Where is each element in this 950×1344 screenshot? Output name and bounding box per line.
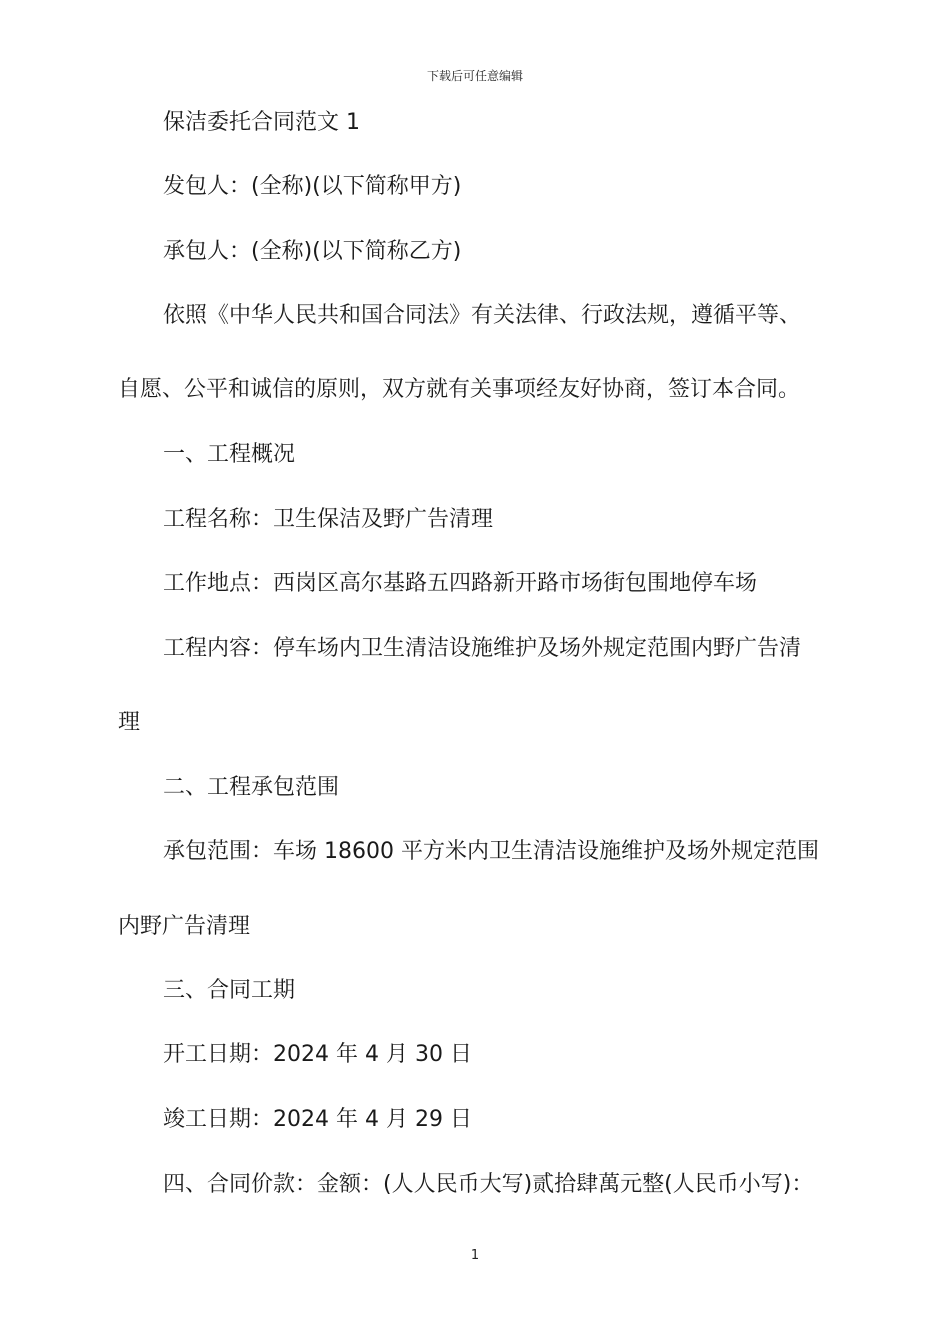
page-number: 1 — [470, 1248, 480, 1263]
scope-line-2: 内野广告清理 — [118, 914, 251, 939]
project-content-line-1: 工程内容：停车场内卫生清洁设施维护及场外规定范围内野广告清 — [163, 636, 802, 661]
document-title: 保洁委托合同范文 1 — [163, 110, 360, 135]
party-b-line: 承包人：(全称)(以下简称乙方) — [163, 239, 462, 264]
preamble-line-2: 自愿、公平和诚信的原则，双方就有关事项经友好协商，签订本合同。 — [118, 377, 801, 402]
section-4-price-line: 四、合同价款：金额：(人人民币大写)贰拾肆萬元整(人民币小写)： — [163, 1172, 814, 1197]
start-date-line: 开工日期：2024 年 4 月 30 日 — [163, 1042, 472, 1067]
download-note: 下载后可任意编辑 — [426, 69, 523, 83]
section-2-heading: 二、工程承包范围 — [163, 775, 340, 800]
section-3-heading: 三、合同工期 — [163, 978, 296, 1003]
section-1-heading: 一、工程概况 — [163, 442, 296, 467]
project-name-line: 工程名称：卫生保洁及野广告清理 — [163, 507, 494, 532]
project-content-line-2: 理 — [118, 710, 141, 735]
preamble-line-1: 依照《中华人民共和国合同法》有关法律、行政法规，遵循平等、 — [163, 303, 802, 328]
scope-line-1: 承包范围：车场 18600 平方米内卫生清洁设施维护及场外规定范围 — [163, 839, 819, 864]
end-date-line: 竣工日期：2024 年 4 月 29 日 — [163, 1107, 472, 1132]
work-location-line: 工作地点：西岗区高尔基路五四路新开路市场街包围地停车场 — [163, 571, 758, 596]
party-a-line: 发包人：(全称)(以下简称甲方) — [163, 174, 462, 199]
